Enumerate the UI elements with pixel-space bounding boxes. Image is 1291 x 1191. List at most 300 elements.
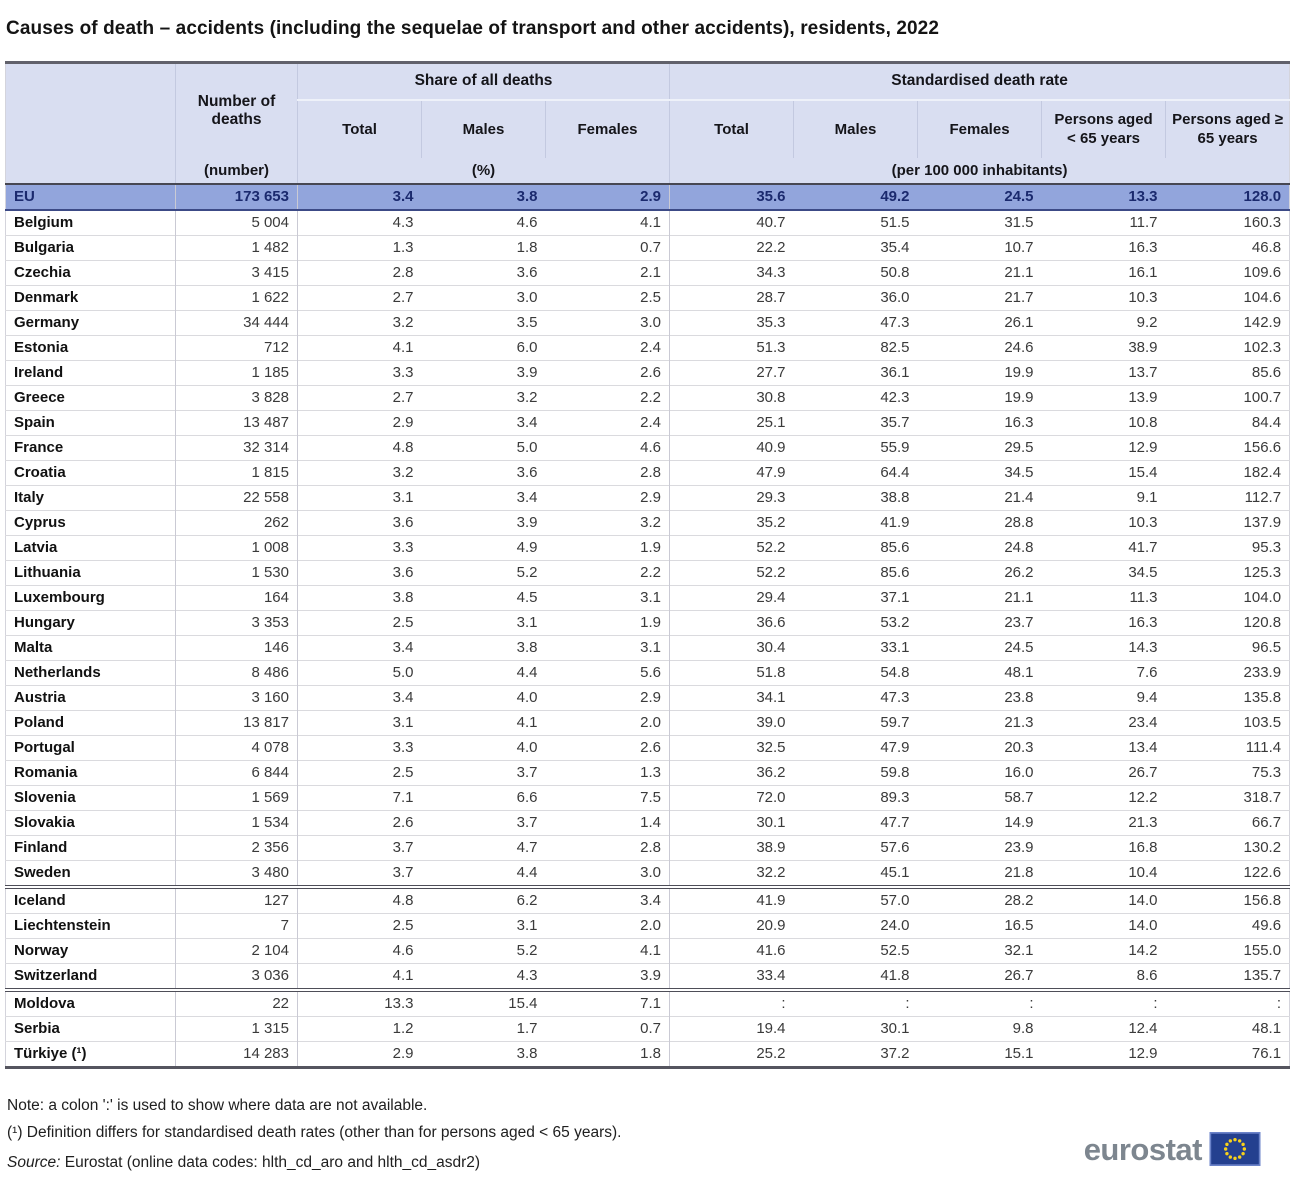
cell-value: : [905, 994, 910, 1012]
note-availability: Note: a colon ':' is used to show where data are not available. [7, 1096, 428, 1114]
row-country-label: Cyprus [6, 510, 176, 535]
row-country-label: Slovenia [6, 785, 176, 810]
cell-value: 1.2 [392, 1019, 414, 1037]
table-row [6, 835, 1290, 860]
cell-value: 3 036 [176, 963, 298, 990]
cell-value: 24.6 [1004, 338, 1034, 356]
cell-value: 3.3 [392, 538, 414, 556]
cell-value: 4.7 [516, 838, 538, 856]
cell-value: 1 482 [176, 235, 298, 260]
cell-value: 6 844 [176, 760, 298, 785]
cell-value: 39.0 [756, 713, 786, 731]
table-row [6, 535, 1290, 560]
row-country-label: Serbia [6, 1016, 176, 1041]
table-row [6, 635, 1290, 660]
row-country-label: Hungary [6, 610, 176, 635]
cell-value: 2.6 [392, 813, 414, 831]
cell-value: 29.5 [1004, 438, 1034, 456]
cell-value: 3.8 [392, 588, 414, 606]
table-corner-cell [6, 63, 176, 184]
cell-value: 19.9 [1004, 363, 1034, 381]
cell-value: 156.6 [1243, 438, 1282, 456]
cell-value: 103.5 [1243, 713, 1282, 731]
cell-value: 3.6 [516, 263, 538, 281]
cell-value: 11.7 [1129, 213, 1158, 231]
cell-value: 1 008 [176, 535, 298, 560]
cell-value: 2.5 [392, 763, 414, 781]
cell-value: 51.5 [880, 213, 910, 231]
cell-value: 1.9 [546, 535, 670, 560]
cell-value: 3.1 [516, 916, 538, 934]
cell-value: 3.2 [516, 388, 538, 406]
cell-value: 1 569 [176, 785, 298, 810]
eu-flag-icon [1209, 1132, 1261, 1166]
cell-value: 4.1 [392, 338, 414, 356]
cell-value: 51.3 [756, 338, 786, 356]
cell-value: 76.1 [1251, 1044, 1282, 1062]
cell-value: 14.9 [1004, 813, 1034, 831]
cell-value: 1.3 [546, 760, 670, 785]
row-country-label: Austria [6, 685, 176, 710]
cell-value: 2.6 [546, 360, 670, 385]
cell-value: 262 [176, 510, 298, 535]
cell-value: 16.5 [1004, 916, 1034, 934]
cell-value: 16.3 [1128, 613, 1158, 631]
row-country-label: EU [6, 184, 176, 210]
row-country-label: Malta [6, 635, 176, 660]
cell-value: 40.7 [756, 213, 786, 231]
cell-value: 10.7 [1004, 238, 1034, 256]
cell-value: 3.7 [392, 863, 414, 881]
cell-value: 14.2 [1128, 941, 1158, 959]
cell-value: 7.5 [546, 785, 670, 810]
cell-value: 26.1 [1004, 313, 1034, 331]
cell-value: 1.4 [546, 810, 670, 835]
row-country-label: Denmark [6, 285, 176, 310]
table-row [6, 285, 1290, 310]
cell-value: 59.8 [880, 763, 910, 781]
table-row [6, 1016, 1290, 1041]
cell-value: 3.6 [392, 513, 414, 531]
cell-value: 21.1 [1004, 588, 1034, 606]
table-row [6, 963, 1290, 990]
row-country-label: Moldova [6, 990, 176, 1017]
cell-value: 3.4 [392, 638, 414, 656]
cell-value: 10.3 [1128, 288, 1158, 306]
cell-value: 7 [176, 913, 298, 938]
cell-value: 13.3 [1128, 187, 1158, 205]
cell-value: 1 315 [176, 1016, 298, 1041]
cell-value: : [781, 994, 786, 1012]
cell-value: 2.5 [392, 916, 414, 934]
cell-value: 41.7 [1128, 538, 1158, 556]
cell-value: 41.8 [880, 966, 910, 984]
cell-value: 2.8 [392, 263, 414, 281]
cell-value: 14.0 [1128, 891, 1158, 909]
cell-value: 9.1 [1136, 488, 1158, 506]
cell-value: 22 558 [176, 485, 298, 510]
cell-value: 4.6 [516, 213, 538, 231]
table-row [6, 335, 1290, 360]
cell-value: 2 356 [176, 835, 298, 860]
col-header-share-females: Females [546, 100, 670, 158]
cell-value: 15.4 [1128, 463, 1158, 481]
cell-value: 22.2 [756, 238, 786, 256]
col-header-number-of-deaths: Number of deaths [176, 63, 298, 158]
cell-value: 146 [176, 635, 298, 660]
group-header-share-of-all-deaths: Share of all deaths [298, 63, 670, 100]
cell-value: 11.3 [1129, 588, 1158, 606]
cell-value: 2 104 [176, 938, 298, 963]
cell-value: 75.3 [1251, 763, 1282, 781]
cell-value: 95.3 [1251, 538, 1282, 556]
cell-value: 85.6 [1251, 363, 1282, 381]
cell-value: 156.8 [1243, 891, 1282, 909]
cell-value: 3.0 [546, 310, 670, 335]
cell-value: 1.8 [546, 1041, 670, 1067]
cell-value: 3 828 [176, 385, 298, 410]
cell-value: 3.3 [392, 363, 414, 381]
cell-value: 64.4 [880, 463, 910, 481]
cell-value: 16.8 [1128, 838, 1158, 856]
cell-value: 47.9 [880, 738, 910, 756]
cell-value: 52.2 [756, 563, 786, 581]
cell-value: 5.0 [516, 438, 538, 456]
cell-value: 14 283 [176, 1041, 298, 1067]
cell-value: 41.9 [880, 513, 910, 531]
cell-value: 160.3 [1243, 213, 1282, 231]
cell-value: 128.0 [1243, 187, 1282, 205]
cell-value: 21.7 [1004, 288, 1034, 306]
cell-value: 4.8 [392, 891, 414, 909]
page-title: Causes of death – accidents (including the sequelae of transport and other accidents), residents, 2022 [6, 18, 939, 39]
cell-value: 33.4 [756, 966, 786, 984]
cell-value: 120.8 [1243, 613, 1282, 631]
cell-value: 24.8 [1004, 538, 1034, 556]
cell-value: 26.7 [1004, 966, 1034, 984]
source-label: Source: [7, 1153, 61, 1171]
cell-value: 40.9 [756, 438, 786, 456]
cell-value: 10.8 [1128, 413, 1158, 431]
eurostat-wordmark: eurostat [1083, 1131, 1202, 1167]
cell-value: 20.9 [756, 916, 786, 934]
cell-value: : [1153, 994, 1158, 1012]
cell-value: 23.8 [1004, 688, 1034, 706]
col-header-sdr-females: Females [918, 100, 1042, 158]
cell-value: 7.1 [546, 990, 670, 1017]
cell-value: 24.5 [1004, 638, 1034, 656]
cell-value: 30.4 [756, 638, 786, 656]
cell-value: 15.1 [1004, 1044, 1034, 1062]
cell-value: 3.2 [546, 510, 670, 535]
row-country-label: France [6, 435, 176, 460]
cell-value: 137.9 [1243, 513, 1282, 531]
row-country-label: Liechtenstein [6, 913, 176, 938]
cell-value: 3.7 [516, 763, 538, 781]
row-country-label: Italy [6, 485, 176, 510]
cell-value: 112.7 [1244, 488, 1282, 506]
row-country-label: Belgium [6, 210, 176, 236]
cell-value: 10.4 [1128, 863, 1158, 881]
cell-value: 3.9 [546, 963, 670, 990]
cell-value: 1 534 [176, 810, 298, 835]
cell-value: 25.2 [756, 1044, 786, 1062]
group-header-row [6, 63, 1290, 100]
cell-value: 45.1 [880, 863, 910, 881]
cell-value: 85.6 [880, 538, 910, 556]
cell-value: 16.0 [1004, 763, 1034, 781]
cell-value: 47.7 [880, 813, 910, 831]
row-country-label: Slovakia [6, 810, 176, 835]
unit-percent: (%) [298, 158, 670, 184]
cell-value: 4.0 [516, 688, 538, 706]
cell-value: 32.2 [756, 863, 786, 881]
cell-value: 59.7 [880, 713, 910, 731]
cell-value: 12.2 [1128, 788, 1158, 806]
cell-value: 7.6 [1136, 663, 1158, 681]
cell-value: 135.8 [1243, 688, 1282, 706]
cell-value: 4.5 [516, 588, 538, 606]
row-country-label: Spain [6, 410, 176, 435]
cell-value: 34.1 [756, 688, 786, 706]
cell-value: 47.3 [880, 313, 910, 331]
cell-value: 66.7 [1251, 813, 1282, 831]
row-country-label: Czechia [6, 260, 176, 285]
cell-value: 55.9 [880, 438, 910, 456]
col-header-aged-under-65: Persons aged < 65 years [1042, 100, 1166, 158]
table-row [6, 310, 1290, 335]
cell-value: 13.3 [384, 994, 414, 1012]
cell-value: 3.7 [392, 838, 414, 856]
cell-value: 52.5 [880, 941, 910, 959]
cell-value: 23.9 [1004, 838, 1034, 856]
cell-value: 3.4 [516, 488, 538, 506]
cell-value: 3 160 [176, 685, 298, 710]
cell-value: 8.6 [1136, 966, 1158, 984]
table-row [6, 735, 1290, 760]
cell-value: 130.2 [1243, 838, 1282, 856]
cell-value: 12.9 [1128, 438, 1158, 456]
cell-value: 24.5 [1004, 187, 1034, 205]
cell-value: 6.0 [516, 338, 538, 356]
cell-value: 31.5 [1004, 213, 1034, 231]
cell-value: 3.9 [516, 513, 538, 531]
cell-value: 135.7 [1243, 966, 1282, 984]
cell-value: 4.8 [392, 438, 414, 456]
table-row [6, 235, 1290, 260]
cell-value: 34.5 [1004, 463, 1034, 481]
table-row [6, 887, 1290, 914]
cell-value: 4.1 [546, 210, 670, 236]
cell-value: 19.9 [1004, 388, 1034, 406]
cell-value: 21.3 [1128, 813, 1158, 831]
cell-value: 3.1 [546, 585, 670, 610]
cell-value: 3.1 [392, 488, 414, 506]
cell-value: 26.7 [1128, 763, 1158, 781]
cell-value: 36.1 [880, 363, 910, 381]
cell-value: 102.3 [1243, 338, 1282, 356]
cell-value: 57.0 [880, 891, 910, 909]
cell-value: 49.2 [880, 187, 910, 205]
table-row [6, 660, 1290, 685]
cell-value: 38.8 [880, 488, 910, 506]
table-row [6, 360, 1290, 385]
cell-value: 15.4 [508, 994, 538, 1012]
data-table [5, 61, 1290, 1069]
note-footnote: (¹) Definition differs for standardised death rates (other than for persons aged < 65 years). [7, 1123, 622, 1141]
cell-value: 3.6 [392, 563, 414, 581]
cell-value: 30.8 [756, 388, 786, 406]
cell-value: 3.8 [516, 1044, 538, 1062]
cell-value: 22 [176, 990, 298, 1017]
cell-value: 3.0 [516, 288, 538, 306]
cell-value: 36.0 [880, 288, 910, 306]
cell-value: 1.7 [516, 1019, 538, 1037]
cell-value: 2.0 [546, 913, 670, 938]
cell-value: 1.9 [546, 610, 670, 635]
cell-value: 4.1 [392, 966, 414, 984]
cell-value: 49.6 [1251, 916, 1282, 934]
cell-value: 53.2 [880, 613, 910, 631]
cell-value: 35.6 [756, 187, 786, 205]
row-country-label: Luxembourg [6, 585, 176, 610]
cell-value: 0.7 [546, 1016, 670, 1041]
cell-value: 24.0 [880, 916, 910, 934]
cell-value: 38.9 [756, 838, 786, 856]
cell-value: 20.3 [1004, 738, 1034, 756]
cell-value: 34.3 [756, 263, 786, 281]
cell-value: 0.7 [546, 235, 670, 260]
cell-value: 58.7 [1004, 788, 1034, 806]
cell-value: 1 185 [176, 360, 298, 385]
cell-value: 30.1 [880, 1019, 910, 1037]
cell-value: 41.6 [756, 941, 786, 959]
col-header-share-total: Total [298, 100, 422, 158]
cell-value: 2.5 [546, 285, 670, 310]
cell-value: 47.3 [880, 688, 910, 706]
cell-value: 4.0 [516, 738, 538, 756]
cell-value: 4.6 [546, 435, 670, 460]
cell-value: 3.1 [392, 713, 414, 731]
cell-value: 3 353 [176, 610, 298, 635]
cell-value: 13.7 [1128, 363, 1158, 381]
cell-value: 104.6 [1243, 288, 1282, 306]
cell-value: 1.3 [392, 238, 414, 256]
cell-value: 2.7 [392, 288, 414, 306]
cell-value: 2.8 [546, 835, 670, 860]
cell-value: 2.9 [546, 184, 670, 210]
table-row [6, 510, 1290, 535]
cell-value: 12.4 [1128, 1019, 1158, 1037]
cell-value: 32.1 [1004, 941, 1034, 959]
cell-value: 3.0 [546, 860, 670, 887]
cell-value: 4.4 [516, 863, 538, 881]
cell-value: 3.5 [516, 313, 538, 331]
row-country-label: Switzerland [6, 963, 176, 990]
cell-value: 2.2 [546, 385, 670, 410]
cell-value: 2.9 [392, 1044, 414, 1062]
cell-value: 3.4 [392, 187, 414, 205]
cell-value: 13 487 [176, 410, 298, 435]
row-country-label: Germany [6, 310, 176, 335]
table-row [6, 485, 1290, 510]
cell-value: 50.8 [880, 263, 910, 281]
cell-value: 2.4 [546, 335, 670, 360]
table-row [6, 938, 1290, 963]
col-header-aged-65-plus: Persons aged ≥ 65 years [1166, 100, 1290, 158]
cell-value: 13.4 [1128, 738, 1158, 756]
row-country-label: Estonia [6, 335, 176, 360]
cell-value: 173 653 [176, 184, 298, 210]
cell-value: 3.7 [516, 813, 538, 831]
cell-value: 96.5 [1251, 638, 1282, 656]
cell-value: 4.1 [546, 938, 670, 963]
col-header-sdr-total: Total [670, 100, 794, 158]
table-row [6, 610, 1290, 635]
table-row [6, 785, 1290, 810]
cell-value: 142.9 [1243, 313, 1282, 331]
cell-value: : [1029, 994, 1034, 1012]
cell-value: 42.3 [880, 388, 910, 406]
row-country-label: Türkiye (¹) [6, 1041, 176, 1067]
table-row [6, 710, 1290, 735]
cell-value: 30.1 [756, 813, 786, 831]
cell-value: 34.5 [1128, 563, 1158, 581]
cell-value: 3.4 [392, 688, 414, 706]
cell-value: 35.7 [880, 413, 910, 431]
cell-value: 9.2 [1136, 313, 1158, 331]
cell-value: 16.1 [1128, 263, 1158, 281]
cell-value: 41.9 [756, 891, 786, 909]
table-row [6, 260, 1290, 285]
cell-value: 233.9 [1243, 663, 1282, 681]
cell-value: 2.8 [546, 460, 670, 485]
cell-value: 7.1 [392, 788, 414, 806]
row-country-label: Poland [6, 710, 176, 735]
cell-value: 2.0 [546, 710, 670, 735]
cell-value: 21.3 [1004, 713, 1034, 731]
cell-value: 46.8 [1251, 238, 1282, 256]
row-country-label: Portugal [6, 735, 176, 760]
cell-value: 28.7 [756, 288, 786, 306]
cell-value: 3 415 [176, 260, 298, 285]
cell-value: 3.1 [546, 635, 670, 660]
cell-value: 3.4 [516, 413, 538, 431]
unit-number: (number) [176, 158, 298, 184]
table-row [6, 1041, 1290, 1067]
cell-value: 5.2 [516, 563, 538, 581]
cell-value: 12.9 [1128, 1044, 1158, 1062]
cell-value: : [1276, 994, 1282, 1012]
cell-value: 109.6 [1243, 263, 1282, 281]
cell-value: 3.8 [516, 187, 538, 205]
cell-value: 4.3 [392, 213, 414, 231]
cell-value: 52.2 [756, 538, 786, 556]
cell-value: 2.1 [546, 260, 670, 285]
cell-value: 34 444 [176, 310, 298, 335]
cell-value: 48.1 [1004, 663, 1034, 681]
eurostat-logo [1084, 1132, 1261, 1166]
cell-value: 1.8 [516, 238, 538, 256]
cell-value: 82.5 [880, 338, 910, 356]
cell-value: 25.1 [756, 413, 786, 431]
row-country-label: Romania [6, 760, 176, 785]
cell-value: 19.4 [756, 1019, 786, 1037]
table-row [6, 560, 1290, 585]
cell-value: 51.8 [756, 663, 786, 681]
cell-value: 32 314 [176, 435, 298, 460]
cell-value: 14.3 [1128, 638, 1158, 656]
